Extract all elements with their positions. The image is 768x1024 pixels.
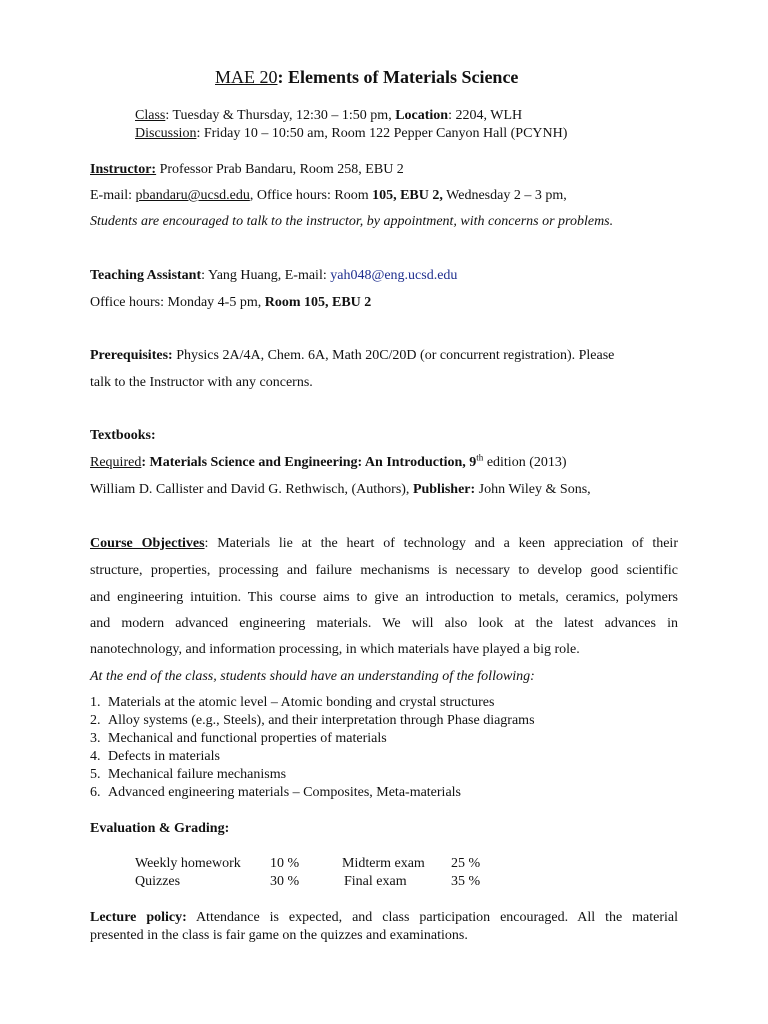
list-item-text: Materials at the atomic level – Atomic bonding and crystal structures: [108, 695, 495, 710]
edition-text: edition (2013): [483, 455, 567, 470]
ta-line: [90, 267, 457, 285]
instructor-email-link[interactable]: pbandaru@ucsd.edu: [135, 188, 250, 203]
list-item: [90, 784, 461, 802]
authors-line: [90, 481, 591, 499]
instructor-office-room: 105, EBU 2,: [372, 188, 443, 203]
page-title: [215, 68, 518, 86]
objectives-line-4: and modern advanced engineering materials. We will also look at the latest advances in: [90, 616, 678, 631]
grade-weight: 35 %: [451, 874, 481, 889]
prerequisites-line: [90, 347, 614, 365]
grade-weight: 25 %: [451, 856, 481, 871]
list-item: [90, 694, 494, 712]
course-code: MAE 20: [215, 67, 278, 87]
edition-number: 9: [465, 455, 477, 470]
discussion-text: : Friday 10 – 10:50 am, Room 122 Pepper Canyon Hall (PCYNH): [196, 126, 568, 141]
instructor-text: Professor Prab Bandaru, Room 258, EBU 2: [156, 162, 404, 177]
grade-item: Quizzes: [135, 874, 181, 889]
grade-item: Final exam: [344, 874, 407, 889]
objectives-text-1: : Materials lie at the heart of technology and a keen appreciation of their: [204, 536, 678, 551]
list-item: [90, 712, 535, 730]
list-item-text: Advanced engineering materials – Composites, Meta-materials: [108, 785, 462, 800]
class-schedule-line: [135, 107, 522, 125]
list-item-text: Alloy systems (e.g., Steels), and their interpretation through Phase diagrams: [108, 713, 535, 728]
edition-suffix: th: [476, 452, 484, 463]
discussion-line: [135, 125, 567, 143]
instructor-contact-line: [90, 187, 567, 205]
ta-office-pre: Office hours: Monday 4-5 pm,: [90, 295, 265, 310]
lecture-policy-line-1: [90, 909, 678, 927]
grade-item: Weekly homework: [135, 856, 241, 871]
list-item-text: Mechanical failure mechanisms: [108, 767, 287, 782]
authors-text: William D. Callister and David G. Rethwisch, (Authors),: [90, 482, 413, 497]
ta-email-link[interactable]: yah048@eng.ucsd.edu: [330, 268, 458, 283]
prerequisites-line-2: talk to the Instructor with any concerns.: [90, 375, 313, 390]
required-label: Required: [90, 455, 142, 470]
objectives-label: Course Objectives: [90, 536, 205, 551]
ta-label: Teaching Assistant: [90, 268, 202, 283]
objectives-line-5: nanotechnology, and information processing, in which materials have played a big role.: [90, 642, 580, 657]
grade-weight: 30 %: [270, 874, 300, 889]
list-item: [90, 748, 220, 766]
textbooks-heading: Textbooks:: [90, 428, 156, 443]
publisher-text: John Wiley & Sons,: [475, 482, 591, 497]
instructor-office-time: Wednesday 2 – 3 pm,: [442, 188, 567, 203]
list-item-number: 3.: [90, 731, 101, 746]
class-label: Class: [135, 108, 166, 123]
publisher-label: Publisher:: [412, 482, 476, 497]
prerequisites-text: Physics 2A/4A, Chem. 6A, Math 20C/20D (or concurrent registration). Please: [172, 348, 615, 363]
list-item-text: Mechanical and functional properties of materials: [108, 731, 387, 746]
grading-heading: Evaluation & Grading:: [90, 821, 230, 836]
list-item: [90, 766, 286, 784]
instructor-office-pre: , Office hours: Room: [249, 188, 373, 203]
instructor-note: Students are encouraged to talk to the instructor, by appointment, with concerns or problems.: [90, 214, 614, 229]
list-item-number: 6.: [90, 785, 101, 800]
discussion-label: Discussion: [135, 126, 197, 141]
list-item-number: 1.: [90, 695, 101, 710]
list-item-number: 2.: [90, 713, 101, 728]
instructor-label: Instructor:: [90, 162, 157, 177]
book-title: : Materials Science and Engineering: An Introduction,: [141, 455, 466, 470]
list-item-text: Defects in materials: [108, 749, 220, 764]
objectives-line-2: structure, properties, processing and failure mechanisms is necessary to develop good scientific: [90, 563, 678, 578]
instructor-line: [90, 161, 404, 179]
list-item-number: 5.: [90, 767, 101, 782]
lecture-policy-text-1: Attendance is expected, and class participation encouraged. All the material: [186, 910, 678, 925]
location-label: Location: [395, 108, 449, 123]
grade-item: Midterm exam: [342, 856, 425, 871]
grade-weight: 10 %: [270, 856, 300, 871]
objectives-line-1: [90, 535, 678, 553]
class-text: : Tuesday & Thursday, 12:30 – 1:50 pm,: [165, 108, 396, 123]
ta-office-room: Room 105, EBU 2: [264, 295, 372, 310]
list-item: [90, 730, 387, 748]
location-text: : 2204, WLH: [448, 108, 523, 123]
outcomes-intro: At the end of the class, students should have an understanding of the following:: [90, 669, 535, 684]
objectives-line-3: and engineering intuition. This course aims to give an introduction to metals, ceramics, polymers: [90, 590, 678, 605]
required-textbook-line: [90, 454, 567, 472]
lecture-policy-label: Lecture policy:: [90, 910, 187, 925]
ta-office-line: [90, 294, 371, 312]
list-item-number: 4.: [90, 749, 101, 764]
lecture-policy-line-2: presented in the class is fair game on the quizzes and examinations.: [90, 928, 468, 943]
instructor-email-label: E-mail:: [90, 188, 136, 203]
prerequisites-label: Prerequisites:: [90, 348, 173, 363]
course-name: : Elements of Materials Science: [277, 67, 519, 87]
ta-text: : Yang Huang, E-mail:: [201, 268, 331, 283]
